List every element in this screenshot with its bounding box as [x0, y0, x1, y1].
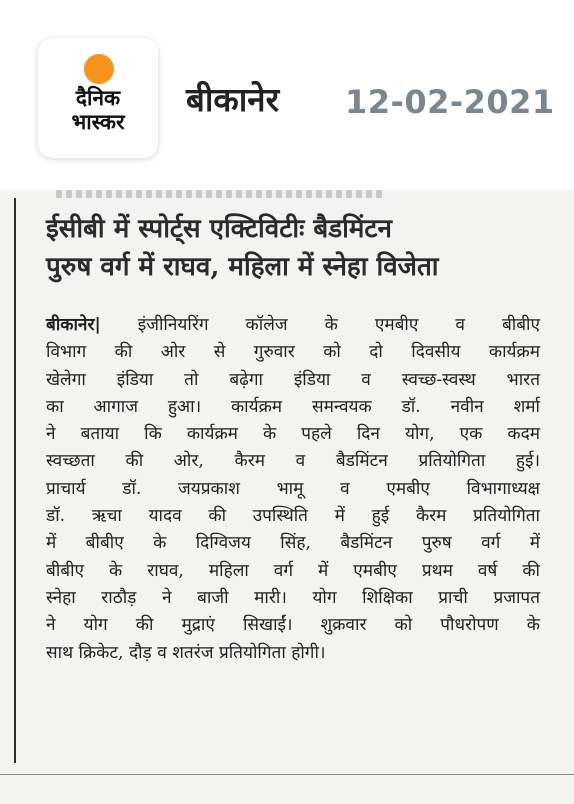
edition-date: 12-02-2021: [345, 83, 555, 121]
article-line: ने योग की मुद्राएं सिखाईं। शुक्रवार को पौधरोपण के: [46, 615, 540, 636]
cropped-previous-line: [56, 190, 386, 198]
article-line: स्नेहा राठौड़ ने बाजी मारी। योग शिक्षिका प्राची प्रजापत: [46, 587, 540, 608]
dateline: बीकानेर|: [46, 315, 101, 335]
dainik-bhaskar-logo: [38, 38, 158, 158]
article-line: का आगाज हुआ। कार्यक्रम समन्वयक डॉ. नवीन शर्मा: [46, 396, 540, 417]
article-line: विभाग की ओर से गुरुवार को दो दिवसीय कार्यक्रम: [46, 342, 540, 363]
logo-line-2: भास्कर: [71, 110, 125, 134]
article-line: डॉ. ऋचा यादव की उपस्थिति में हुई कैरम प्रतियोगिता: [46, 506, 540, 527]
article-line: [46, 312, 540, 339]
logo-line-1: दैनिक: [75, 86, 121, 110]
article-line: बीबीए के राघव, महिला वर्ग में एमबीए प्रथम वर्ष की: [46, 560, 540, 581]
article-line: स्वच्छता की ओर, कैरम व बैडमिंटन प्रतियोगिता हुई।: [46, 451, 540, 472]
article-line: ने बताया कि कार्यक्रम के पहले दिन योग, एक कदम: [46, 424, 540, 445]
article-line: खेलेगा इंडिया तो बढ़ेगा इंडिया व स्वच्छ-स्वस्थ भारत: [46, 369, 540, 390]
bottom-rule: [0, 774, 574, 775]
article-body: [46, 312, 540, 667]
edition-city: बीकानेर: [186, 80, 280, 119]
column-rule: [14, 198, 16, 763]
sun-icon: [84, 54, 114, 84]
news-clipping: [0, 190, 574, 804]
headline-line: ईसीबी में स्पोर्ट्स एक्टिविटीः बैडमिंटन: [46, 214, 392, 244]
headline-line: पुरुष वर्ग में राघव, महिला में स्नेहा विजेता: [46, 252, 439, 282]
headline: [46, 210, 546, 286]
article-line-text: इंजीनियरिंग कॉलेज के एमबीए व बीबीए: [137, 315, 540, 335]
article-line: प्राचार्य डॉ. जयप्रकाश भामू व एमबीए विभागाध्यक्ष: [46, 478, 540, 499]
clipping-header: [0, 0, 574, 190]
article-line: साथ क्रिकेट, दौड़ व शतरंज प्रतियोगिता होगी।: [46, 642, 326, 663]
article-line: में बीबीए के दिग्विजय सिंह, बैडमिंटन पुरुष वर्ग में: [46, 533, 540, 554]
